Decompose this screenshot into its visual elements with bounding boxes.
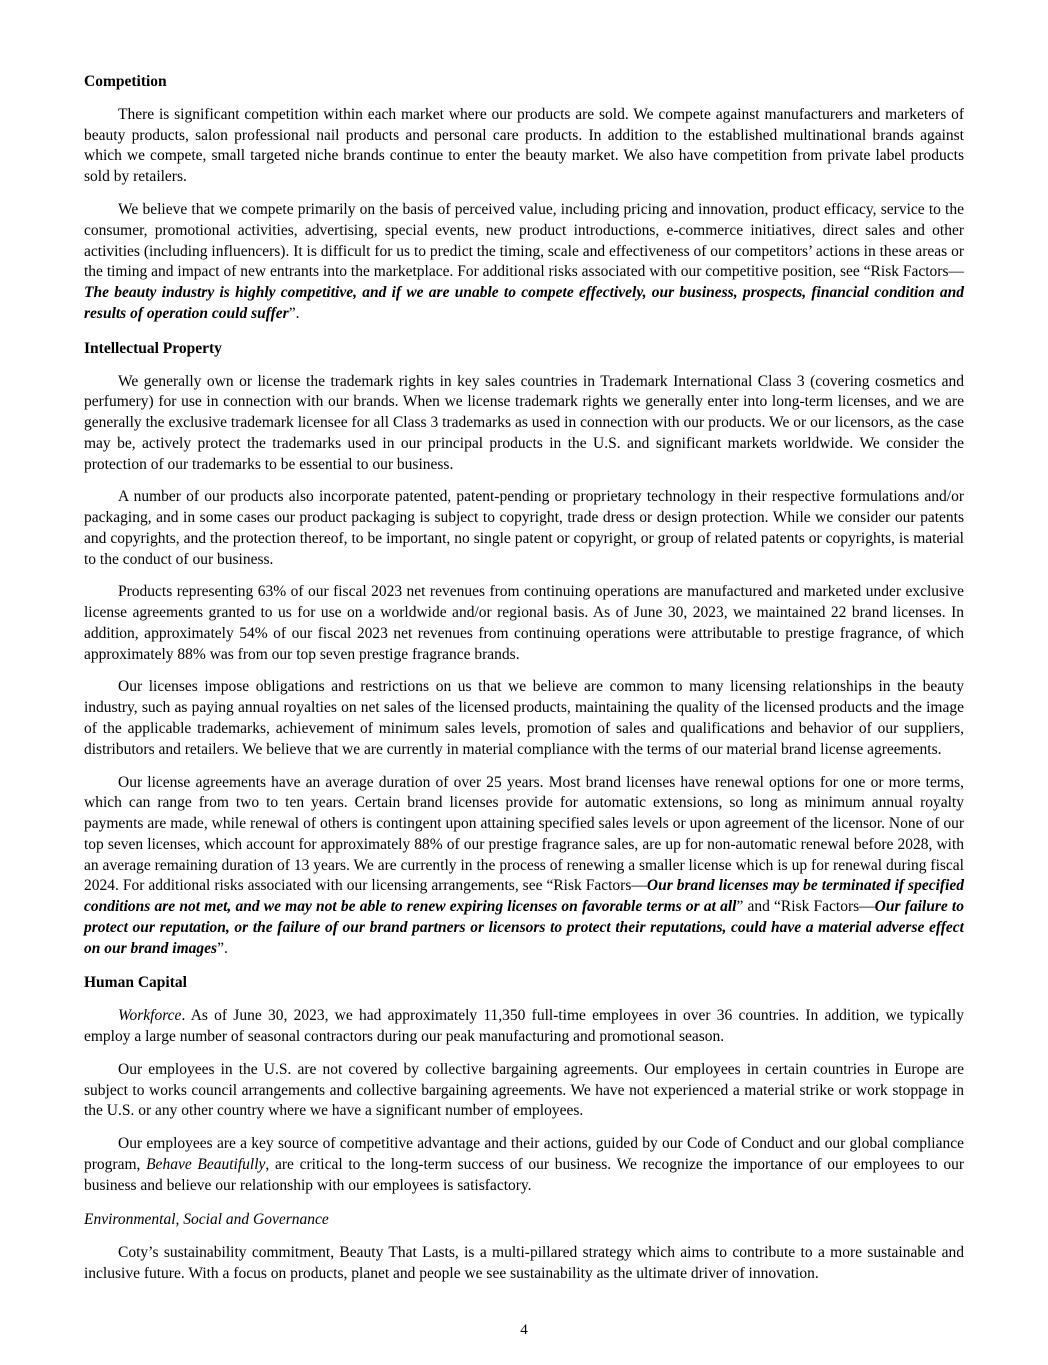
paragraph (84, 1006, 964, 1048)
paragraph (84, 677, 964, 760)
text-run: Products representing 63% of our fiscal 2023 net revenues from continuing operations are manufactured and marketed under exclusive license agreements granted to us for use on a worldwide and/or regional basis. As of June 30, 2023, we maintained 22 brand licenses. In addition, approximately 54% of our fiscal 2023 net revenues from continuing operations were attributable to prestige fragrance, of which approximately 88% was from our top seven prestige fragrance brands. (84, 583, 964, 663)
text-run: Our failure to protect our reputation, or the failure of our brand partners or licensors to protect their reputations, could have a material adverse effect on our brand images (84, 898, 964, 957)
section-heading: Human Capital (84, 974, 187, 992)
text-run: There is significant competition within each market where our products are sold. We compete against manufacturers and marketers of beauty products, salon professional nail products and personal care products. In addition to the established multinational brands against which we compete, small targeted niche brands continue to enter the beauty market. We also have competition from private label products sold by retailers. (84, 105, 964, 186)
section-heading: Environmental, Social and Governance (84, 1211, 329, 1229)
text-run: Coty’s sustainability commitment, Beauty That Lasts, is a multi-pillared strategy which aims to contribute to a more sustainable and inclusive future. With a focus on products, planet and people we see sustainability as the ultimate driver of innovation. (84, 1244, 964, 1283)
paragraph (84, 200, 964, 325)
document-body (84, 72, 964, 1285)
text-run: Our licenses impose obligations and restrictions on us that we believe are common to many licensing relationships in the beauty industry, such as paying annual royalties on net sales of the licensed products, maintaining the quality of the licensed products and the image of the applicable trademarks, achievement of minimum sales levels, promotion of sales and qualifications and behavior of our suppliers, distributors and retailers. We believe that we are currently in material compliance with the terms of our material brand license agreements. (84, 678, 964, 758)
paragraph (84, 1060, 964, 1122)
paragraph (84, 1243, 964, 1285)
text-run: ” and “Risk Factors— (736, 898, 875, 916)
text-run: The beauty industry is highly competitive, and if we are unable to compete effectively, our business, prospects, financial condition and results of operation could suffer (84, 284, 964, 322)
text-run: Our employees in the U.S. are not covered by collective bargaining agreements. Our employees in certain countries in Europe are subject to works council arrangements and collective bargaining agreements. We have not experienced a material strike or work stoppage in the U.S. or any other country where we have a significant number of employees. (84, 1060, 964, 1120)
section-heading: Competition (84, 73, 167, 90)
text-run: Behave Beautifully (146, 1155, 266, 1173)
page-number: 4 (520, 1322, 528, 1338)
paragraph (84, 1134, 964, 1196)
paragraph (84, 582, 964, 665)
text-run: Our brand licenses may be terminated if specified conditions are not met, and we may not be able to renew expiring licenses on favorable terms or at all (84, 877, 964, 916)
text-run: We generally own or license the trademark rights in key sales countries in Trademark International Class 3 (covering cosmetics and perfumery) for use in connection with our brands. When we license trademark rights we generally enter into long-term licenses, and we are generally the exclusive trademark licensee for all Class 3 trademarks as used in connection with our products. We or our licensors, as the case may be, actively protect the trademarks used in our principal products in the U.S. and significant markets worldwide. We consider the protection of our trademarks to be essential to our business. (84, 372, 964, 473)
paragraph (84, 487, 964, 570)
text-run: Workforce (118, 1007, 182, 1025)
text-run: , are critical to the long-term success of our business. We recognize the importance of our employees to our business and believe our relationship with our employees is satisfactory. (84, 1155, 964, 1194)
text-run: ”. (288, 304, 300, 322)
text-run: Our license agreements have an average duration of over 25 years. Most brand licenses have renewal options for one or more terms, which can range from two to ten years. Certain brand licenses provide for automatic extensions, so long as minimum annual royalty payments are made, while renewal of others is contingent upon attaining specified sales levels or upon agreement of the licensor. None of our top seven licenses, which account for approximately 88% of our prestige fragrance sales, are up for non-automatic renewal before 2028, with an average remaining duration of 13 years. We are currently in the process of renewing a smaller license which is up for renewal during fiscal 2024. For additional risks associated with our licensing arrangements, see “Risk Factors— (84, 773, 964, 895)
text-run: Our employees are a key source of competitive advantage and their actions, guided by our Code of Conduct and our global compliance program, (84, 1135, 964, 1173)
paragraph (84, 105, 964, 188)
paragraph (84, 372, 964, 476)
text-run: A number of our products also incorporate patented, patent-pending or proprietary technology in their respective formulations and/or packaging, and in some cases our product packaging is subject to copyright, trade dress or design protection. While we consider our patents and copyrights, and the protection thereof, to be important, no single patent or copyright, or group of related patents or copyrights, is material to the conduct of our business. (84, 488, 964, 568)
text-run: We believe that we compete primarily on the basis of perceived value, including pricing and innovation, product efficacy, service to the consumer, promotional activities, advertising, special events, new product introductions, e-commerce initiatives, direct sales and other activities (including influencers). It is difficult for us to predict the timing, scale and effectiveness of our competitors’ actions in these areas or the timing and impact of new entrants into the marketplace. For additional risks associated with our competitive position, see “Risk Factors— (84, 200, 964, 281)
text-run: ”. (217, 939, 228, 957)
text-run: . As of June 30, 2023, we had approximately 11,350 full-time employees in over 36 countries. In addition, we typically employ a large number of seasonal contractors during our peak manufacturing and promotional season. (84, 1007, 964, 1046)
section-heading: Intellectual Property (84, 339, 222, 357)
paragraph (84, 773, 964, 960)
